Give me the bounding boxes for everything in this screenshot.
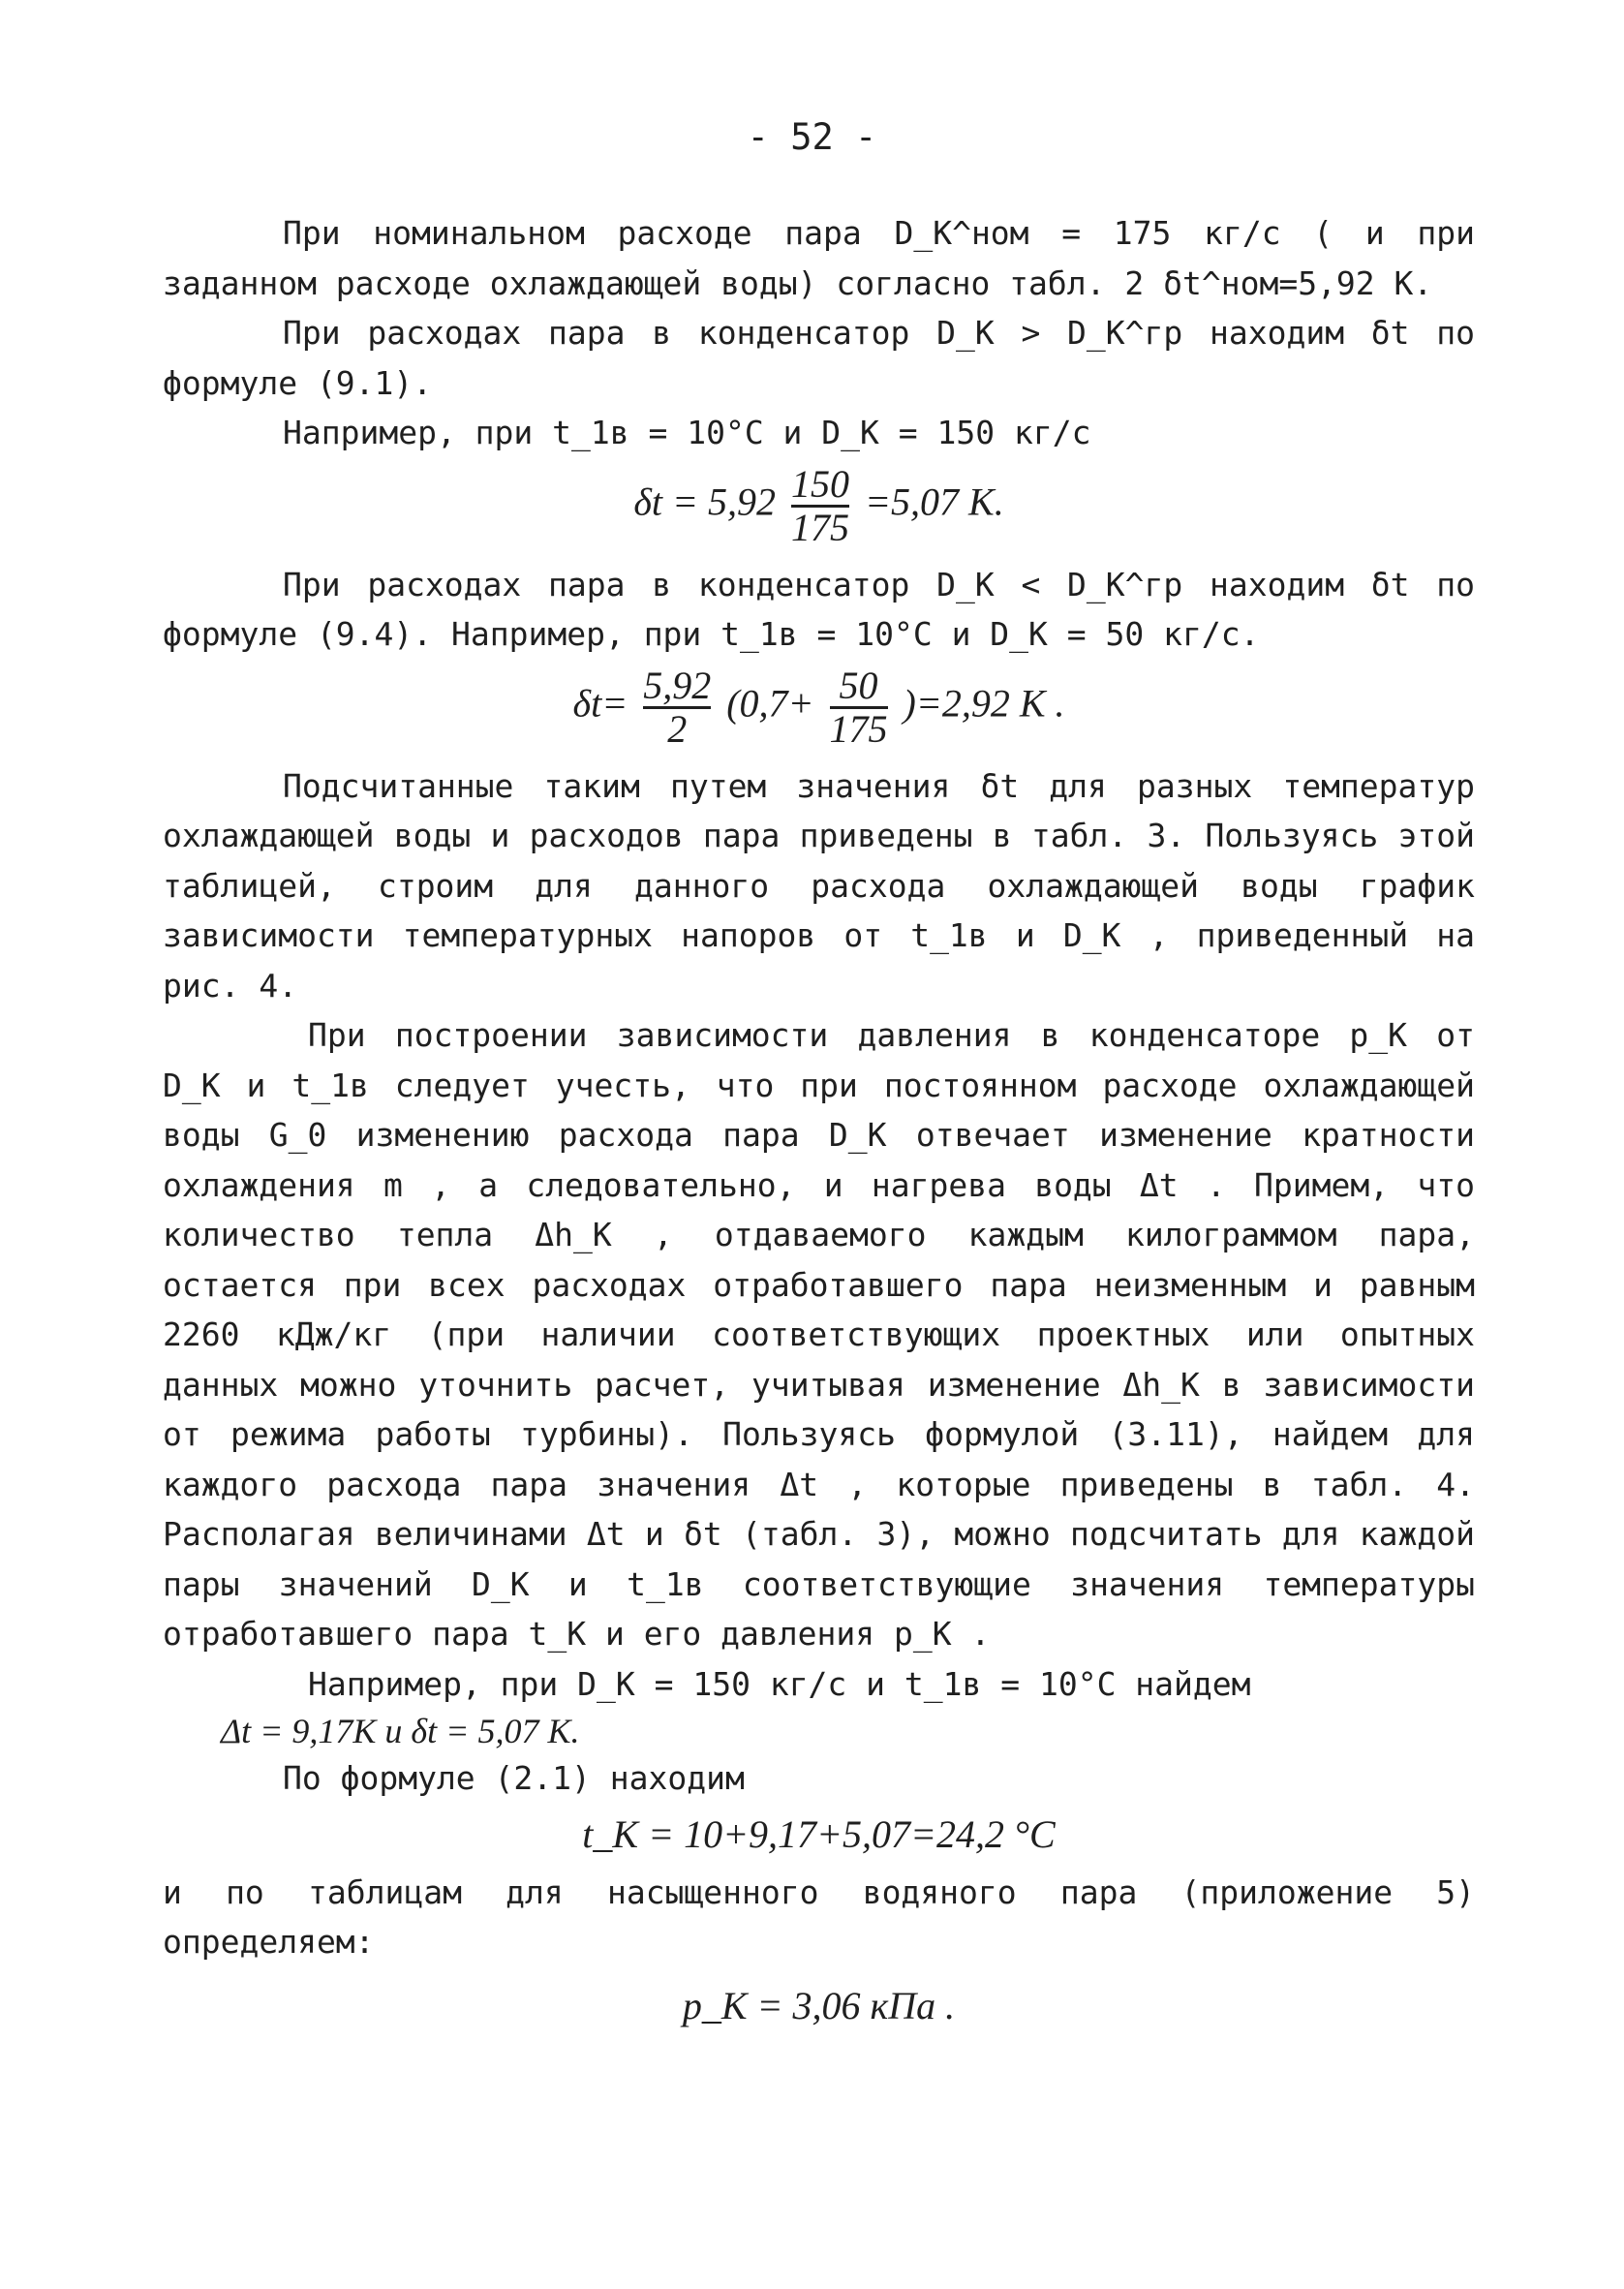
paragraph-6: При построении зависимости давления в конденсаторе p_K от D_K и t_1в следует учесть, что при постоянном расходе охлаждающей воды G_0 изменению расхода пара D_K отвечает изменение кратности охлаждения m , а следовательно, и нагрева воды Δt . Примем, что количество тепла Δh_K , отдаваемого каждым килограммом пара, остается при всех расходах отработавшего пара неизменным и равным 2260 кДж/кг (при наличии соответствующих проектных или опытных данных можно уточнить расчет, учитывая изменение Δh_K в зависимости от режима работы турбины). Пользуясь формулой (3.11), найдем для каждого расхода пара значения Δt , которые приведены в табл. 4. Располагая величинами Δt и δt (табл. 3), можно подсчитать для каждой пары значений D_K и t_1в соответствующие значения температуры отработавшего пара t_K и его давления p_K . [163,1016,1475,1653]
paragraph-8: По формуле (2.1) находим [283,1759,745,1797]
paragraph-9: и по таблицам для насыщенного водяного пара (приложение 5) определяем: [163,1872,1475,1961]
formula-2-numerator-a: 5,92 [643,663,712,707]
formula-2-fraction-a [643,665,711,750]
formula-1-lhs: δt = 5,92 [633,479,777,524]
formula-1 [163,461,1475,549]
formula-2-denominator-b: 175 [829,706,888,751]
paragraph-5: Подсчитанные таким путем значения δt для разных температур охлаждающей воды и расходов пара приведены в табл. 3. Пользуясь этой таблицей, строим для данного расхода охлаждающей воды график зависимости температурных напоров от t_1в и D_K , приведенный на рис. 4. [163,766,1475,1005]
page-body [163,208,1475,2047]
formula-2-middle: (0,7+ [726,681,814,726]
paragraph-3: Например, при t_1в = 10°C и D_K = 150 кг/с [283,414,1091,451]
paragraph-7: Например, при D_K = 150 кг/с и t_1в = 10°C найдем [308,1664,1251,1703]
formula-4: t_K = 10+9,17+5,07=24,2 °C [582,1811,1056,1856]
formula-1-fraction [791,461,850,549]
formula-2-numerator-b: 50 [830,665,888,709]
paragraph-2: При расходах пара в конденсатор D_K > D_K^гр находим δt по формуле (9.1). [163,314,1475,402]
formula-2 [163,665,1475,750]
formula-3: Δt = 9,17K и δt = 5,07 K. [221,1712,580,1750]
formula-2-lhs: δt= [572,681,628,726]
formula-2-denominator-a: 2 [667,706,688,751]
formula-1-numerator: 150 [791,461,850,506]
formula-1-denominator: 175 [791,505,850,549]
page-number: - 52 - [747,116,877,158]
formula-2-fraction-b [830,665,888,750]
paragraph-1: При номинальном расходе пара D_K^ном = 175 кг/с ( и при заданном расходе охлаждающей воды) согласно табл. 2 δt^ном=5,92 K. [163,214,1475,302]
paragraph-4: При расходах пара в конденсатор D_K < D_K^гр находим δt по формуле (9.4). Например, при t_1в = 10°C и D_K = 50 кг/с. [163,565,1475,653]
formula-1-rhs: =5,07 K. [865,479,1004,524]
formula-2-rhs: )=2,92 K . [903,681,1065,726]
formula-5: p_K = 3,06 кПа . [682,1983,956,2027]
